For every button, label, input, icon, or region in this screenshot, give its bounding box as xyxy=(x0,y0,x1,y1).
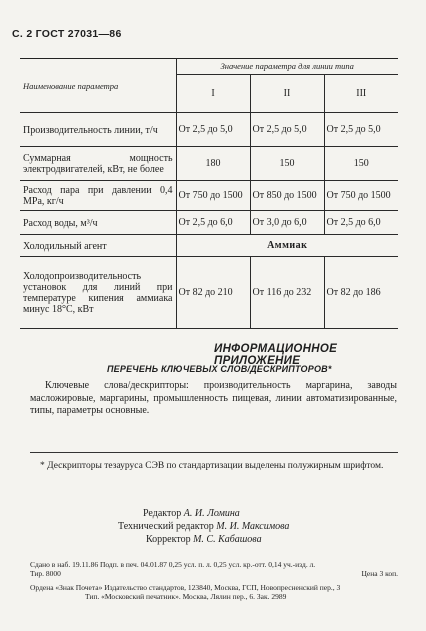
footnote-divider xyxy=(30,452,398,453)
imprint-line: Сдано в наб. 19.11.86 Подп. в печ. 04.01.87 0,25 усл. п. л. 0,25 усл. кр.-отт. 0,14 уч.-изд. л. xyxy=(30,560,316,569)
publisher-line: Ордена «Знак Почета» Издательство стандартов, 123840, Москва, ГСП, Новопресненский пер., 3 xyxy=(30,583,341,592)
parameters-table xyxy=(20,58,398,329)
cell-value: От 2,5 до 5,0 xyxy=(250,113,324,147)
cell-value: От 116 до 232 xyxy=(250,257,324,329)
cell-value: От 2,5 до 5,0 xyxy=(176,113,250,147)
table-row xyxy=(20,257,398,329)
page-header: С. 2 ГОСТ 27031—86 xyxy=(12,28,122,40)
appendix-subtitle: ПЕРЕЧЕНЬ КЛЮЧЕВЫХ СЛОВ/ДЕСКРИПТОРОВ* xyxy=(107,364,332,374)
cell-value: 150 xyxy=(324,147,398,181)
table-row xyxy=(20,211,398,235)
row-label: Холодильный агент xyxy=(20,235,176,257)
table-row xyxy=(20,147,398,181)
type-header: I xyxy=(176,75,250,113)
cell-value: 150 xyxy=(250,147,324,181)
row-label: Производительность линии, т/ч xyxy=(20,113,176,147)
cell-value: От 2,5 до 5,0 xyxy=(324,113,398,147)
cell-value: От 82 до 186 xyxy=(324,257,398,329)
cell-value: От 82 до 210 xyxy=(176,257,250,329)
imprint-block xyxy=(30,560,398,578)
row-label: Расход воды, м³/ч xyxy=(20,211,176,235)
cell-value: От 750 до 1500 xyxy=(176,181,250,211)
cell-value: 180 xyxy=(176,147,250,181)
printer-line: Тип. «Московский печатник». Москва, Лялин пер., 6. Зак. 2989 xyxy=(85,592,287,601)
row-label: Холодопроизводительность установок для линий при температуре кипения аммиака минус 18°С, кВт xyxy=(20,257,176,329)
price: Цена 3 коп. xyxy=(361,569,398,578)
keywords-paragraph: Ключевые слова/дескрипторы: производительность маргарина, заводы масложировые, маргарины, промышленность пищевая, линии автоматизированные, типы, параметры основные. xyxy=(30,380,397,416)
footnote: * Дескрипторы тезауруса СЭВ по стандартизации выделены полужирным шрифтом. xyxy=(40,461,384,471)
merged-cell-value: Аммиак xyxy=(176,235,398,257)
appendix-title: ИНФОРМАЦИОННОЕ ПРИЛОЖЕНИЕ xyxy=(214,343,338,367)
publisher-block xyxy=(30,583,400,601)
cell-value: От 750 до 1500 xyxy=(324,181,398,211)
row-label: Расход пара при давлении 0,4 МРа, кг/ч xyxy=(20,181,176,211)
print-run: Тир. 8000 xyxy=(30,569,61,578)
row-label: Суммарная мощность электродвигателей, кВт, не более xyxy=(20,147,176,181)
cell-value: От 2,5 до 6,0 xyxy=(176,211,250,235)
editor-line: Редактор А. И. Ломина xyxy=(143,508,240,519)
table-row xyxy=(20,235,398,257)
type-header: III xyxy=(324,75,398,113)
tech-editor-line: Технический редактор М. И. Максимова xyxy=(118,521,290,532)
type-header: II xyxy=(250,75,324,113)
corrector-line: Корректор М. С. Кабашова xyxy=(146,534,262,545)
table-row xyxy=(20,181,398,211)
cell-value: От 3,0 до 6,0 xyxy=(250,211,324,235)
value-group-header: Значение параметра для линии типа xyxy=(176,59,398,75)
table-row xyxy=(20,113,398,147)
cell-value: От 850 до 1500 xyxy=(250,181,324,211)
cell-value: От 2,5 до 6,0 xyxy=(324,211,398,235)
param-column-header: Наименование параметра xyxy=(20,59,176,113)
